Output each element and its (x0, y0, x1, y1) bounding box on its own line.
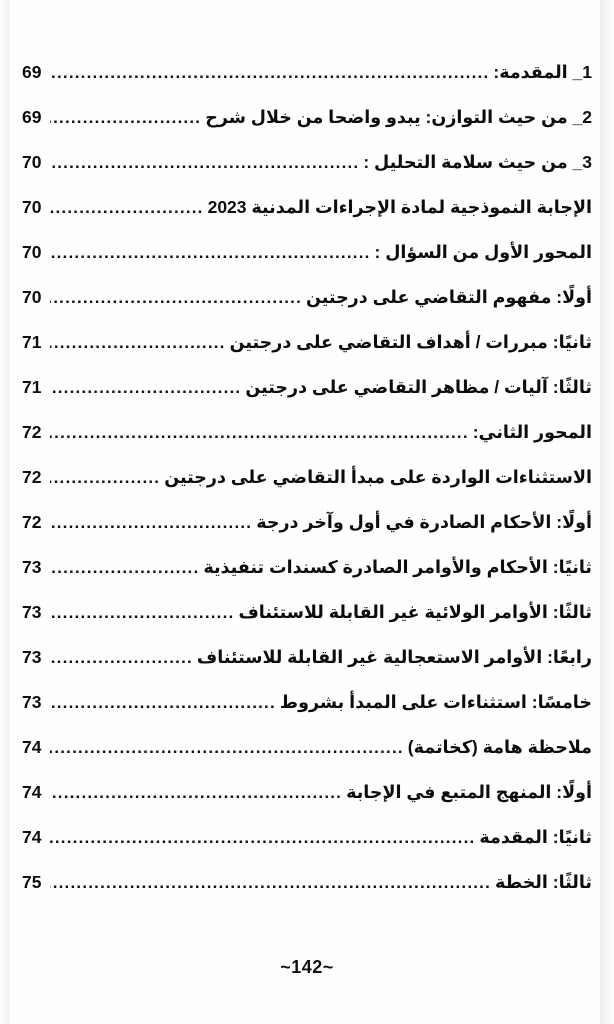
toc-entry-title: ثانيًا: مبررات / أهداف التقاضي على درجتين (229, 332, 592, 352)
toc-entry-title: ثالثًا: الأوامر الولائية غير القابلة للاستئناف (238, 602, 592, 622)
toc-entry[interactable] (22, 197, 592, 242)
toc-entry[interactable] (22, 287, 592, 332)
toc-leader-dots (50, 783, 342, 799)
toc-entry-page-number: 73 (22, 647, 42, 667)
toc-entry[interactable] (22, 152, 592, 197)
toc-entry-page-number: 69 (22, 62, 42, 82)
toc-entry[interactable] (22, 467, 592, 512)
toc-entry[interactable] (22, 332, 592, 377)
table-of-contents (22, 62, 592, 917)
toc-entry-title: المحور الأول من السؤال : (374, 242, 592, 262)
toc-entry-page-number: 74 (22, 737, 42, 757)
toc-entry-title: 3_ من حيث سلامة التحليل : (363, 152, 592, 172)
toc-entry-title: ثالثًا: آليات / مظاهر التقاضي على درجتين (245, 377, 592, 397)
toc-entry[interactable] (22, 737, 592, 782)
toc-leader-dots (50, 828, 475, 844)
toc-leader-dots (50, 288, 302, 304)
toc-entry-page-number: 72 (22, 512, 42, 532)
toc-entry-title: ثالثًا: الخطة (495, 872, 592, 892)
toc-entry-title: ثانيًا: الأحكام والأوامر الصادرة كسندات تنفيذية (203, 557, 592, 577)
toc-entry-title: ملاحظة هامة (كخاتمة) (407, 737, 592, 757)
toc-entry-page-number: 71 (22, 377, 42, 397)
toc-entry[interactable] (22, 602, 592, 647)
toc-entry-page-number: 69 (22, 107, 42, 127)
toc-leader-dots (50, 513, 252, 529)
toc-entry-page-number: 74 (22, 782, 42, 802)
toc-leader-dots (50, 603, 234, 619)
toc-leader-dots (50, 873, 491, 889)
toc-leader-dots (50, 423, 469, 439)
toc-entry[interactable] (22, 62, 592, 107)
toc-entry-title: المحور الثاني: (472, 422, 592, 442)
toc-entry-title: أولًا: مفهوم التقاضي على درجتين (306, 287, 592, 307)
toc-leader-dots (50, 333, 226, 349)
toc-entry-title: أولًا: الأحكام الصادرة في أول وآخر درجة (256, 512, 592, 532)
toc-entry[interactable] (22, 107, 592, 152)
toc-entry-page-number: 70 (22, 197, 42, 217)
toc-entry[interactable] (22, 377, 592, 422)
toc-entry-title: 2_ من حيث التوازن: يبدو واضحا من خلال شرح (205, 107, 592, 127)
toc-leader-dots (50, 648, 193, 664)
toc-leader-dots (50, 558, 199, 574)
toc-entry-page-number: 70 (22, 152, 42, 172)
toc-entry-title: الاستثناءات الواردة على مبدأ التقاضي على درجتين (164, 467, 592, 487)
toc-entry[interactable] (22, 872, 592, 917)
toc-entry-page-number: 74 (22, 827, 42, 847)
toc-leader-dots (50, 468, 160, 484)
toc-entry-page-number: 72 (22, 422, 42, 442)
toc-entry[interactable] (22, 512, 592, 557)
toc-leader-dots (50, 198, 204, 214)
toc-entry-page-number: 70 (22, 242, 42, 262)
toc-entry-title: رابعًا: الأوامر الاستعجالية غير القابلة للاستئناف (196, 647, 592, 667)
toc-entry-page-number: 73 (22, 692, 42, 712)
toc-entry[interactable] (22, 782, 592, 827)
toc-entry-title: خامسًا: استثناءات على المبدأ بشروط (279, 692, 592, 712)
toc-entry-page-number: 70 (22, 287, 42, 307)
toc-leader-dots (50, 693, 276, 709)
toc-entry[interactable] (22, 242, 592, 287)
toc-entry[interactable] (22, 647, 592, 692)
toc-entry-title: الإجابة النموذجية لمادة الإجراءات المدنية 2023 (207, 197, 592, 217)
toc-entry[interactable] (22, 557, 592, 602)
toc-entry[interactable] (22, 422, 592, 467)
toc-entry-page-number: 71 (22, 332, 42, 352)
toc-leader-dots (50, 153, 359, 169)
toc-entry[interactable] (22, 827, 592, 872)
toc-leader-dots (50, 108, 201, 124)
page-number-marker: ~142~ (280, 957, 334, 977)
toc-entry-page-number: 75 (22, 872, 42, 892)
toc-entry[interactable] (22, 692, 592, 737)
toc-leader-dots (50, 63, 489, 79)
toc-entry-title: ثانيًا: المقدمة (479, 827, 592, 847)
toc-entry-title: أولًا: المنهج المتبع في الإجابة (346, 782, 592, 802)
toc-entry-title: 1_ المقدمة: (493, 62, 592, 82)
toc-entry-page-number: 73 (22, 557, 42, 577)
toc-leader-dots (50, 243, 371, 259)
toc-leader-dots (50, 738, 404, 754)
toc-leader-dots (50, 378, 241, 394)
toc-entry-page-number: 72 (22, 467, 42, 487)
toc-entry-page-number: 73 (22, 602, 42, 622)
